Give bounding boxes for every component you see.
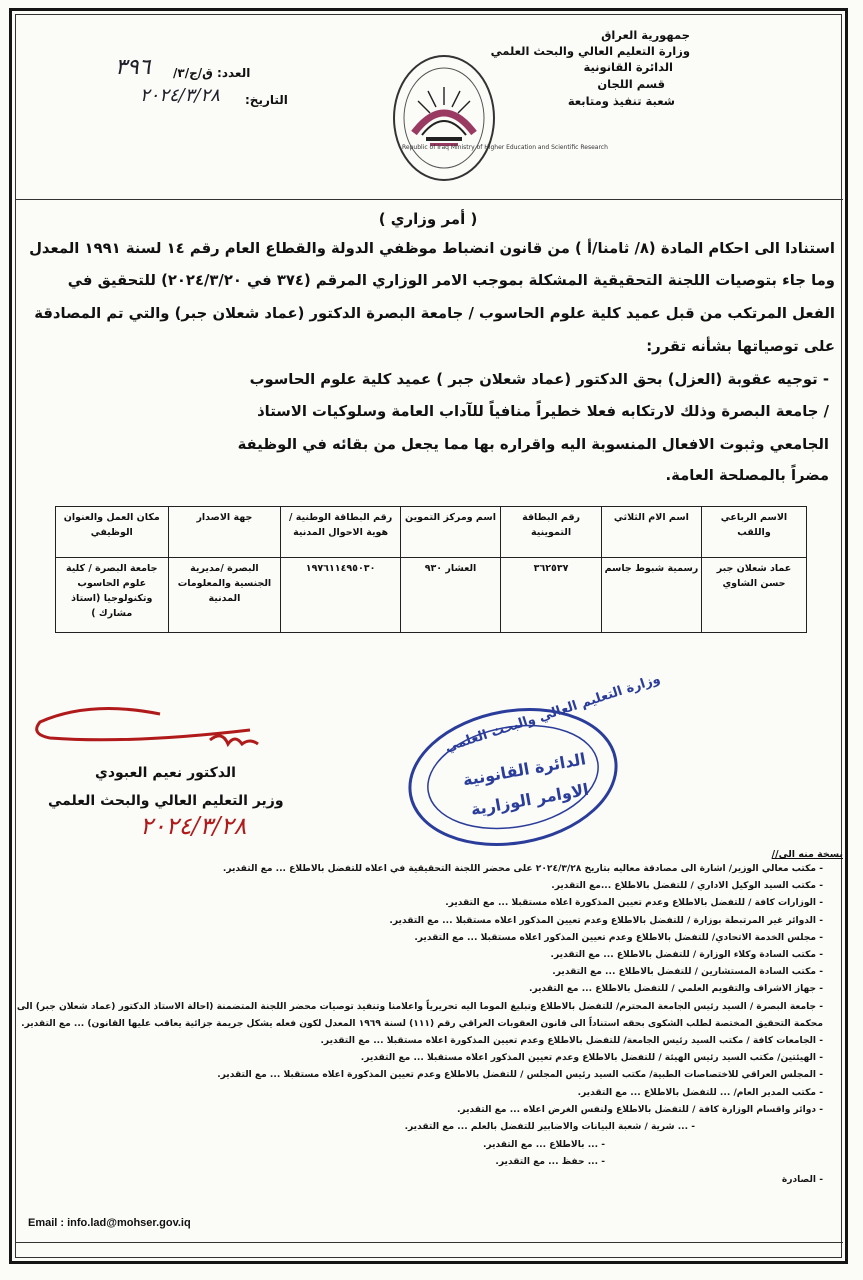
copy-recipient-item: - الصادرة [781,1175,823,1185]
copy-recipient-item: - الهيئتين/ مكتب السيد رئيس الهيئة / للتفضل بالاطلاع وعدم تعيين المذكور اعلاه مستقبلا ... مع التقدير. [360,1053,823,1063]
header-ministry: وزارة التعليم العالي والبحث العلمي [490,44,690,58]
table-header-cell: مكان العمل والعنوان الوظيفي [56,507,169,558]
copy-recipient-item: - جهاز الاشراف والتقويم العلمي / للتفضل بالاطلاع ... مع التقدير. [528,984,823,994]
copy-recipient-item: - المجلس العراقي للاختصاصات الطبية/ مكتب السيد رئيس المجلس / للتفضل بالاطلاع وعدم تعيين المذكورة اعلاه مستقبلا ... مع التقدير. [217,1070,823,1080]
copy-recipient-item: - ... بالاطلاع ... مع التقدير. [482,1140,605,1150]
body-line-7: الجامعي وثبوت الافعال المنسوبة اليه واقراره بها مما يجعل من بقائه في الوظيفة [237,436,829,453]
document-number-value: ٣٩٦ [115,55,151,80]
header-section: قسم اللجان [597,77,665,91]
copy-recipient-item: محكمة التحقيق المختصة لطلب الشكوى بحقه استناداً الى قانون العقوبات العراقي رقم (١١١) لسنة ١٩٦٩ المعدل لكون فعله يشكل جريمة جزائية يعاقب عليها القانون) ... مع التقدير. [21,1019,823,1029]
copy-recipient-item: - الجامعات كافة / مكتب السيد رئيس الجامعة/ للتفضل بالاطلاع وعدم تعيين المذكورة اعلاه مستقبلا ... مع التقدير. [320,1036,823,1046]
copy-recipient-item: - جامعة البصرة / السيد رئيس الجامعة المحترم/ للتفضل بالاطلاع وتبليغ الموما اليه تحريرياً واعلامنا وتنفيذ توصيات محضر اللجنة المتضمنة (احالة الاستاذ الدكتور (عماد شعلان جبر) الى [16,1002,823,1012]
logo-caption: Republic of Iraq Ministry of Higher Education and Scientific Research [402,144,608,151]
body-line-2: وما جاء بتوصيات اللجنة التحقيقية المشكلة بموجب الامر الوزاري المرقم (٣٧٤ في ٢٠٢٤/٣/٢٠) للتحقيق في [67,272,835,289]
table-header-cell: رقم البطاقة التموينية [501,507,602,558]
employee-info-table [55,506,807,633]
document-date-value: ٢٠٢٤/٣/٢٨ [140,85,220,106]
table-header-cell: جهة الاصدار [168,507,281,558]
table-cell: جامعة البصرة / كلية علوم الحاسوب وتكنولوجيا (استاذ مشارك ) [56,558,169,633]
table-cell: عماد شعلان جبر حسن الشاوي [701,558,806,633]
table-cell: ٣٦٢٥٣٧ [501,558,602,633]
table-header-cell: اسم الام الثلاثي [601,507,701,558]
table-cell: رسمية شبوط جاسم [601,558,701,633]
stamp-line-2: الاوامر الوزارية [469,779,591,820]
header-country: جمهورية العراق [601,28,690,42]
copy-recipient-item: - مكتب السادة وكلاء الوزارة / للتفضل بالاطلاع ... مع التقدير. [550,950,823,960]
table-header-row [56,507,807,558]
table-header-cell: الاسم الرباعي واللقب [701,507,806,558]
stamp-line-1: الدائرة القانونية [461,749,588,790]
body-line-3: الفعل المرتكب من قبل عميد كلية علوم الحاسوب / جامعة البصرة الدكتور (عماد شعلان جبر) والتي تم المصادقة [34,305,835,322]
copies-heading: نسخة منه الى// [771,849,843,860]
copy-recipient-item: - مكتب المدير العام/ ... للتفضل بالاطلاع ... مع التقدير. [577,1088,823,1098]
ministry-logo [392,53,496,183]
body-line-4: على توصياتها بشأنه تقرر: [646,338,835,355]
copy-recipient-item: - الوزارات كافة / للتفضل بالاطلاع وعدم تعيين المذكورة اعلاه مستقبلا ... مع التقدير. [445,898,823,908]
header-divider [15,199,843,200]
header-department: الدائرة القانونية [583,60,673,74]
table-cell: ١٩٧٦١١٤٩٥٠٣٠ [281,558,401,633]
footer-divider [15,1242,843,1243]
body-line-6: / جامعة البصرة وذلك لارتكابه فعلا خطيراً منافياً للآداب العامة وسلوكيات الاستاذ [257,403,829,420]
copy-recipient-item: - مكتب السادة المستشارين / للتفضل بالاطلاع ... مع التقدير. [552,967,823,977]
table-cell: البصرة /مديرية الجنسية والمعلومات المدنية [168,558,281,633]
signature-date: ٢٠٢٤/٣/٢٨ [140,812,247,840]
signature-scribble [10,700,270,770]
body-line-5: - توجيه عقوبة (العزل) بحق الدكتور (عماد شعلان جبر ) عميد كلية علوم الحاسوب [249,371,829,388]
table-row [56,558,807,633]
footer-email: Email : info.lad@mohser.gov.iq [28,1217,191,1229]
copy-recipient-item: - مجلس الخدمة الاتحادي/ للتفضل بالاطلاع وعدم تعيين المذكور اعلاه مستقبلا ... مع التقدير. [414,933,823,943]
copy-recipient-item: - ... حفظ ... مع التقدير. [495,1157,605,1167]
body-line-1: استنادا الى احكام المادة (٨/ ثامنا/أ ) من قانون انضباط موظفي الدولة والقطاع العام رقم ١٤ لسنة ١٩٩١ المعدل [29,240,835,257]
signatory-position: وزير التعليم العالي والبحث العلمي [48,793,284,809]
document-number-label: العدد: ق/ج/٣/ [173,66,251,80]
copy-recipient-item: - مكتب معالي الوزير/ اشارة الى مصادقة معاليه بتاريخ ٢٠٢٤/٣/٢٨ على محضر اللجنة التحقيقية في اعلاه للتفضل بالاطلاع ... مع التقدير. [222,864,823,874]
table-header-cell: اسم ومركز التموين [400,507,500,558]
body-line-8: مضراً بالمصلحة العامة. [665,467,829,484]
copy-recipient-item: - ... شرية / شعبة البيانات والاضابير للتفضل بالعلم ... مع التقدير. [404,1122,695,1132]
copy-recipient-item: - دوائر واقسام الوزارة كافة / للتفضل بالاطلاع ولنفس الغرض اعلاه ... مع التقدير. [456,1105,823,1115]
document-date-label: التاريخ: [245,93,288,107]
signatory-name: الدكتور نعيم العبودي [95,765,236,781]
page-title: ( أمر وزاري ) [378,210,478,228]
copy-recipient-item: - الدوائر غير المرتبطة بوزارة / للتفضل بالاطلاع وعدم تعيين المذكور اعلاه مستقبلا ... مع التقدير. [389,916,823,926]
stamp-ring-text: وزارة التعليم العالي والبحث العلمي [443,671,663,756]
table-header-cell: رقم البطاقة الوطنية / هوية الاحوال المدنية [281,507,401,558]
header-unit: شعبة تنفيذ ومتابعة [567,94,675,108]
copy-recipient-item: - مكتب السيد الوكيل الاداري / للتفضل بالاطلاع ...مع التقدير. [551,881,823,891]
table-cell: العشار ٩٣٠ [400,558,500,633]
